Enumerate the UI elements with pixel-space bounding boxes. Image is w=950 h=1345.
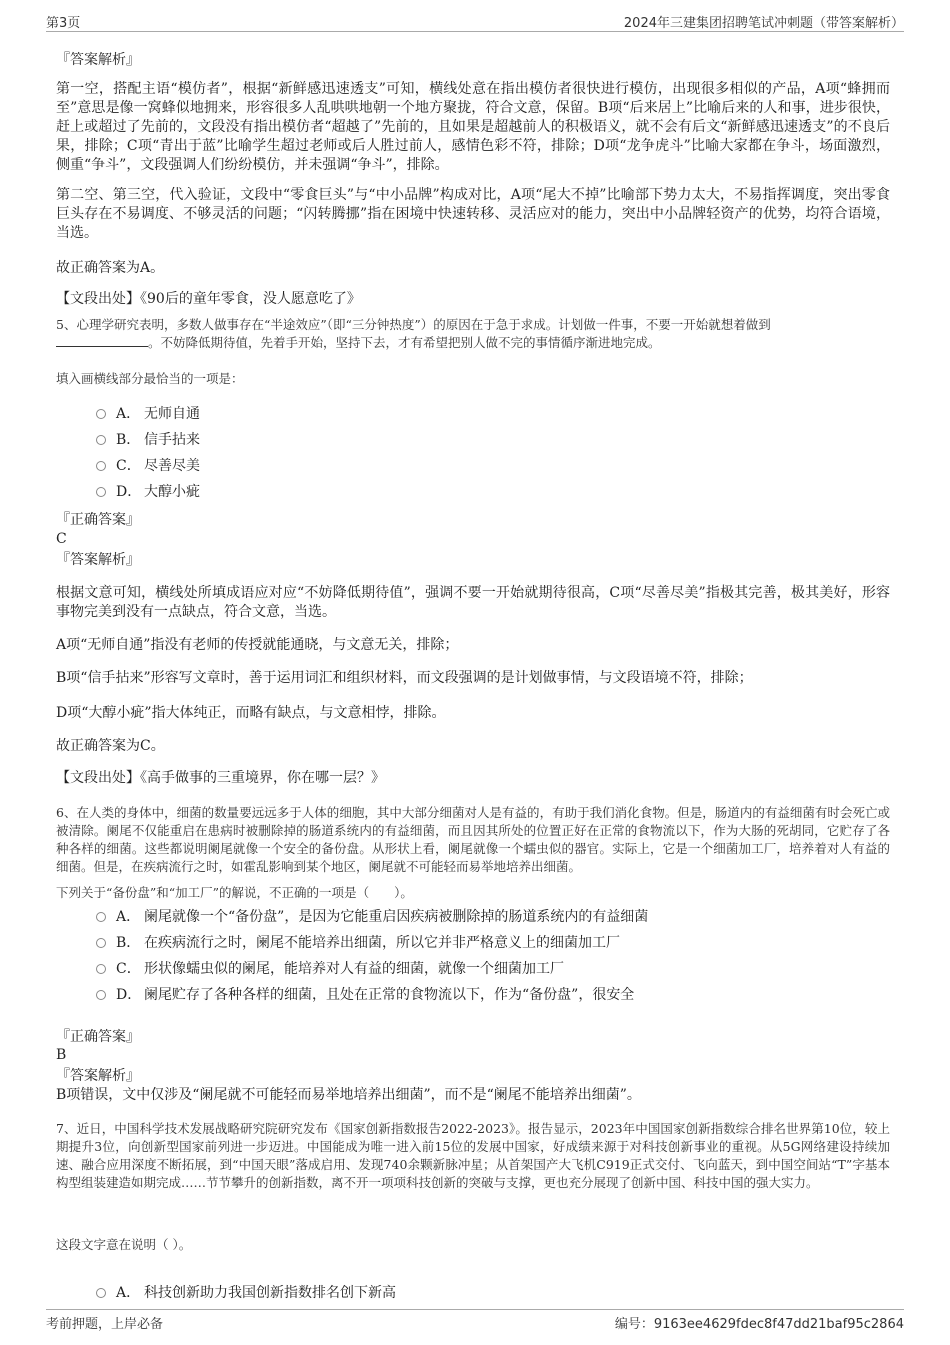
q5-analysis-paragraph-4: D项“大醇小疵”指大体纯正，而略有缺点，与文意相悖，排除。 bbox=[56, 705, 446, 721]
page-number: 第3页 bbox=[46, 16, 81, 31]
q5-option-c[interactable]: C． 尽善尽美 bbox=[96, 456, 200, 476]
q4-analysis-paragraph-1: 第一空，搭配主语“模仿者”，根据“新鲜感迅速透支”可知，横线处意在指出模仿者很快进行模仿，出现很多相似的产品，A项“蜂拥而至”意思是像一窝蜂似地拥来，形容很多人乱哄哄地朝一个地方聚拢，符合文意，保留。B项“后来居上”比喻后来的人和事，进步很快，赶上或超过了先前的，文段没有指出模仿者“超越了”先前的，且如果是超越前人的积极语义，就不会有后文“新鲜感迅速透支”的不良后果，排除；C项“青出于蓝”比喻学生超过老师或后人胜过前人，感情色彩不符，排除；D项“龙争虎斗”比喻大家都在争斗，场面激烈，侧重“争斗”，文段强调人们纷纷模仿，并未强调“争斗”，排除。 bbox=[56, 81, 890, 173]
radio-icon[interactable] bbox=[96, 435, 106, 445]
radio-icon[interactable] bbox=[96, 461, 106, 471]
radio-icon[interactable] bbox=[96, 409, 106, 419]
radio-icon[interactable] bbox=[96, 1288, 106, 1298]
q5-analysis-paragraph-3: B项“信手拈来”形容写文章时，善于运用词汇和组织材料，而文段强调的是计划做事情，与文段语境不符，排除； bbox=[56, 670, 753, 686]
fill-in-blank bbox=[56, 334, 148, 347]
radio-icon[interactable] bbox=[96, 938, 106, 948]
radio-icon[interactable] bbox=[96, 964, 106, 974]
q4-conclusion: 故正确答案为A。 bbox=[56, 260, 165, 276]
q4-analysis-paragraph-2: 第二空、第三空，代入验证，文段中“零食巨头”与“中小品牌”构成对比，A项“尾大不掉”比喻部下势力太大，不易指挥调度，突出零食巨头存在不易调度、不够灵活的问题；“闪转腾挪”指在困境中快速转移、灵活应对的能力，突出中小品牌轻资产的优势，均符合语境，当选。 bbox=[56, 187, 890, 241]
q5-option-d[interactable]: D． 大醇小疵 bbox=[96, 482, 200, 502]
q6-prompt: 下列关于“备份盘”和“加工厂”的解说，不正确的一项是（ ）。 bbox=[56, 885, 413, 900]
document-title: 2024年三建集团招聘笔试冲刺题（带答案解析） bbox=[623, 16, 904, 31]
q6-answer-label: 『正确答案』 bbox=[56, 1029, 140, 1045]
header-divider bbox=[46, 31, 904, 32]
q7-stem: 7、近日，中国科学技术发展战略研究院研究发布《国家创新指数报告2022-2023》。报告显示，2023年中国国家创新指数综合排名世界第10位，较上期提升3位，向创新型国家前列进一步迈进。中国能成为唯一进入前15位的发展中国家，好成绩来源于对科技创新事业的重视。从5G网络建设持续加速、融合应用深度不断拓展，到“中国天眼”落成启用、发现740余颗新脉冲星；从首架国产大飞机C919正式交付、飞向蓝天，到中国空间站“T”字基本构型组装建造如期完成……节节攀升的创新指数，离不开一项项科技创新的突破与支撑，更也充分展现了创新中国、科技中国的强大实力。 bbox=[56, 1121, 890, 1190]
q5-prompt: 填入画横线部分最恰当的一项是： bbox=[56, 371, 244, 386]
footer-slogan: 考前押题，上岸必备 bbox=[46, 1317, 164, 1332]
page-header bbox=[46, 12, 904, 32]
q6-answer: B bbox=[56, 1047, 67, 1063]
q6-option-c[interactable]: C． 形状像蠕虫似的阑尾，能培养对人有益的细菌，就像一个细菌加工厂 bbox=[96, 959, 564, 979]
q5-stem-part-2: 。不妨降低期待值，先着手开始，坚持下去，才有希望把别人做不完的事情循序渐进地完成。 bbox=[148, 335, 661, 350]
footer-divider bbox=[46, 1309, 904, 1310]
q6-option-d[interactable]: D． 阑尾贮存了各种各样的细菌，且处在正常的食物流以下，作为“备份盘”，很安全 bbox=[96, 985, 634, 1005]
radio-icon[interactable] bbox=[96, 990, 106, 1000]
radio-icon[interactable] bbox=[96, 487, 106, 497]
q5-analysis-paragraph-1: 根据文意可知，横线处所填成语应对应“不妨降低期待值”，强调不要一开始就期待很高，C项“尽善尽美”指极其完善，极其美好，形容事物完美到没有一点缺点，符合文意，当选。 bbox=[56, 585, 890, 620]
q7-option-a[interactable]: A． 科技创新助力我国创新指数排名创下新高 bbox=[96, 1283, 396, 1303]
q5-stem bbox=[56, 316, 890, 352]
q5-answer: C bbox=[56, 531, 67, 547]
q4-source: 【文段出处】《90后的童年零食，没人愿意吃了》 bbox=[56, 291, 361, 307]
radio-icon[interactable] bbox=[96, 912, 106, 922]
document-id: 编号：9163ee4629fdec8f47dd21baf95c2864 bbox=[614, 1317, 904, 1332]
q5-option-b[interactable]: B． 信手拈来 bbox=[96, 430, 200, 450]
q5-conclusion: 故正确答案为C。 bbox=[56, 738, 165, 754]
q5-option-a[interactable]: A． 无师自通 bbox=[96, 404, 200, 424]
q5-answer-label: 『正确答案』 bbox=[56, 512, 140, 528]
q6-stem: 6、在人类的身体中，细菌的数量要远远多于人体的细胞，其中大部分细菌对人是有益的，有助于我们消化食物。但是，肠道内的有益细菌有时会死亡或被清除。阑尾不仅能重启在患病时被删除掉的肠道系统内的有益细菌，而且因其所处的位置正好在正常的食物流以下，作为大肠的死胡同，它贮存了各种各样的细菌。这些都说明阑尾就像一个安全的备份盘。从形状上看，阑尾就像一个蠕虫似的器官。实际上，它是一个细菌加工厂，培养着对人有益的细菌。但是，在疾病流行之时，如霍乱影响到某个地区，阑尾就不可能轻而易举地培养出细菌。 bbox=[56, 805, 890, 874]
q4-analysis-label: 『答案解析』 bbox=[56, 52, 140, 68]
q6-analysis: B项错误，文中仅涉及“阑尾就不可能轻而易举地培养出细菌”，而不是“阑尾不能培养出细菌”。 bbox=[56, 1087, 641, 1103]
q6-option-b[interactable]: B． 在疾病流行之时，阑尾不能培养出细菌，所以它并非严格意义上的细菌加工厂 bbox=[96, 933, 620, 953]
q5-analysis-label: 『答案解析』 bbox=[56, 552, 140, 568]
q6-option-a[interactable]: A． 阑尾就像一个“备份盘”，是因为它能重启因疾病被删除掉的肠道系统内的有益细菌 bbox=[96, 907, 648, 927]
q6-analysis-label: 『答案解析』 bbox=[56, 1068, 140, 1084]
q5-stem-part-1: 5、心理学研究表明，多数人做事存在“半途效应”（即“三分钟热度”）的原因在于急于求成。计划做一件事，不要一开始就想着做到 bbox=[56, 317, 771, 332]
q7-prompt: 这段文字意在说明（ ）。 bbox=[56, 1237, 192, 1252]
q5-source: 【文段出处】《高手做事的三重境界，你在哪一层？》 bbox=[56, 770, 385, 786]
q5-analysis-paragraph-2: A项“无师自通”指没有老师的传授就能通晓，与文意无关，排除； bbox=[56, 637, 459, 653]
